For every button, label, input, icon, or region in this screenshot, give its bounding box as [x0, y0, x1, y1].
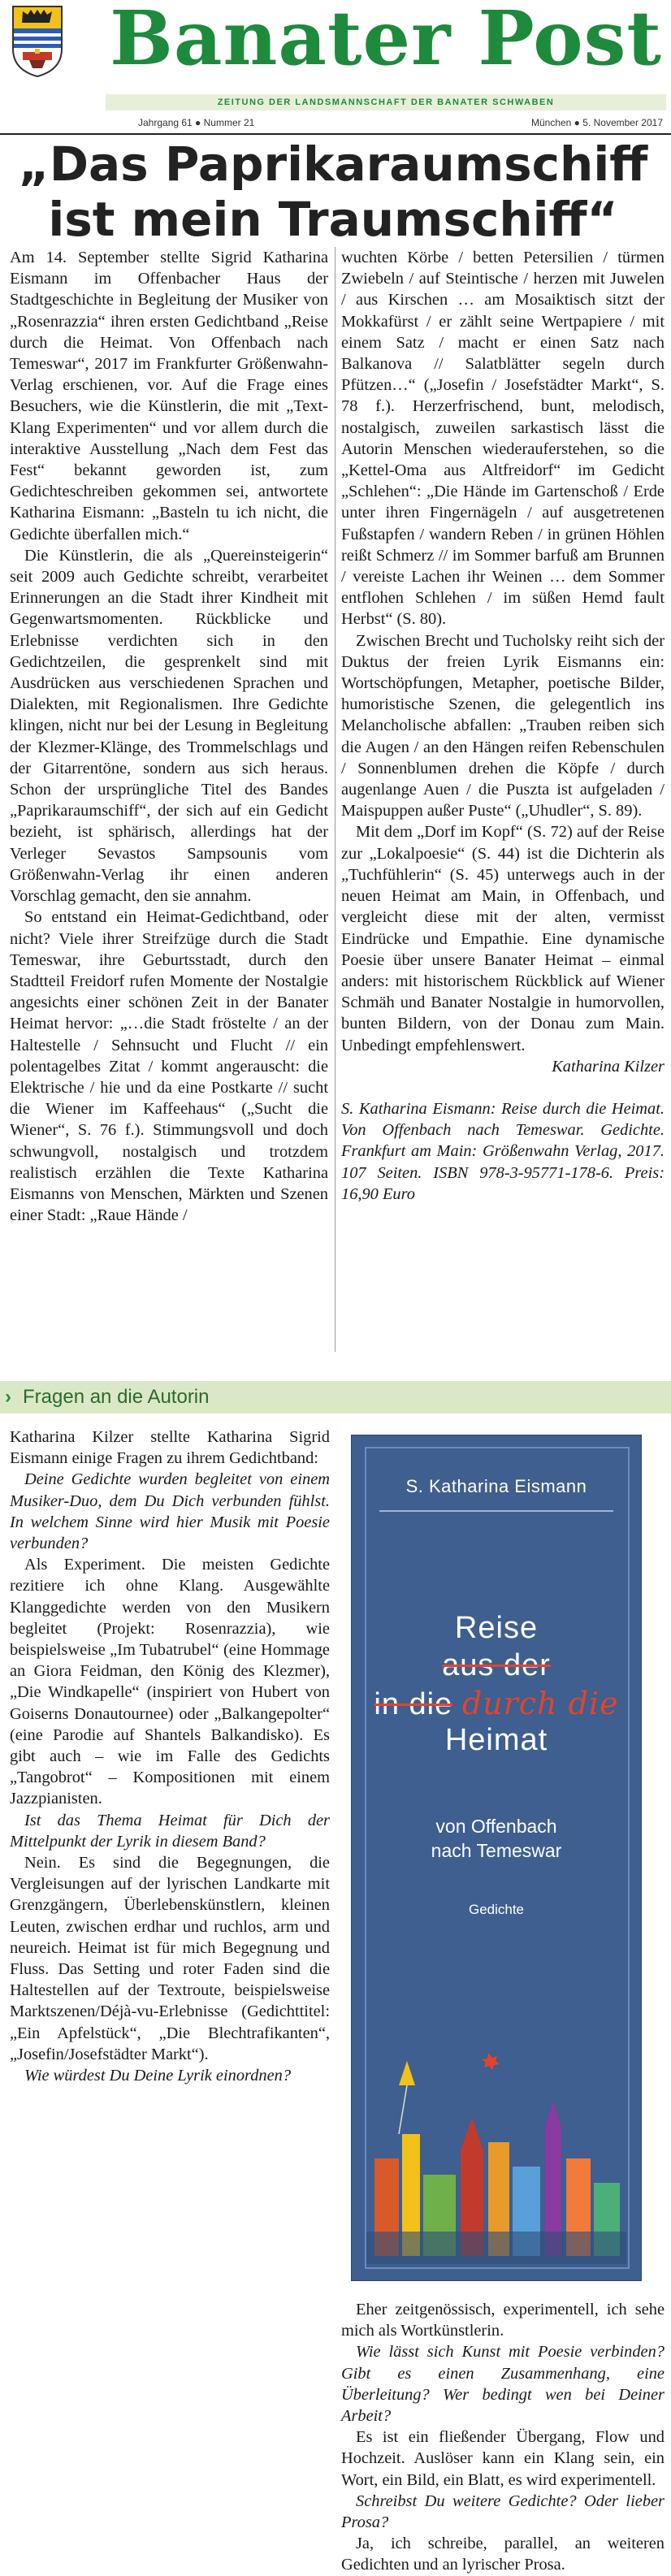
interview-question: Deine Gedichte wurden begleitet von einem Musiker-Duo, dem Du Dich verbunden fühlst. In welchem Sinne wird hier Musik mit Poesie verbunden? — [10, 1470, 330, 1553]
issue-line — [106, 114, 666, 132]
article-paragraph: Zwischen Brecht und Tucholsky reiht sich der Duktus der freien Lyrik Eismanns ein: Wortschöpfungen, Metapher, poetische Bilder, humoristische Szenen, die gelegentlich ins Melancholische abfallen: „Trauben reiben sich die Augen / an den Hängen reifen Rebenschulen / Sonnenblumen drehen die Köpfe / durch augenlange Auen / die Puszta ist aufgeladen / Maispuppen außer Puste“ („Uhudler“, S. 89). — [341, 631, 665, 820]
interview-column-right — [341, 2299, 665, 2576]
book-cover-subtitle: nach Temeswar — [431, 1840, 562, 1861]
book-cover-title-line: Heimat — [444, 1723, 548, 1757]
masthead — [0, 0, 671, 128]
interview-question: Ist das Thema Heimat für Dich der Mittelpunkt der Lyrik in diesem Band? — [10, 1811, 330, 1851]
masthead-divider — [0, 133, 671, 135]
issue-date: München ● 5. November 2017 — [530, 117, 663, 128]
city-collage-illustration — [366, 1996, 626, 2264]
interview-paragraph: Katharina Kilzer stellte Katharina Sigrid Eismann einige Fragen zu ihrem Gedichtband: — [10, 1428, 330, 1468]
article-paragraph: Mit dem „Dorf im Kopf“ (S. 72) auf der Reise zur „Lokalpoesie“ (S. 44) ist die Dichterin als „Tuchfühlerin“ (S. 45) unterwegs auch in der neuen Heimat am Main, in Offenbach, und vergleicht diese mit der alten, vermisst Eindrücke und Empathie. Eine dynamische Poesie über unsere Banater Heimat – einmal anders: mit historischem Rückblick auf Wiener Schmäh und Banater Nostalgie in humorvollen, bunten Bildern, von der Donau zum Main. Unbedingt empfehlenswert. — [341, 823, 665, 1054]
book-cover-subtitle: von Offenbach — [435, 1816, 557, 1837]
article-column-2 — [341, 247, 665, 1205]
section-header — [0, 1381, 671, 1414]
book-cover-title-line — [352, 1648, 641, 1683]
book-cover-genre: Gedichte — [468, 1902, 525, 1917]
book-cover-title-line: Reise — [454, 1611, 539, 1645]
article-column-1 — [10, 247, 328, 1226]
interview-question: Wie lässt sich Kunst mit Poesie verbinden? Gibt es einen Zusammenhang, eine Überleitung? Wer bedingt wen bei Deiner Arbeit? — [341, 2343, 665, 2426]
article-signature: Katharina Kilzer — [552, 1057, 665, 1076]
article-headline — [5, 136, 661, 247]
newspaper-title: Banater Post — [110, 0, 662, 82]
interview-paragraph: Eher zeitgenössisch, experimentell, ich sehe mich als Wortkünstlerin. — [341, 2301, 665, 2340]
section-title: Fragen an die Autorin — [23, 1386, 210, 1408]
article-paragraph: So entstand ein Heimat-Gedichtband, oder nicht? Viele ihrer Streifzüge durch die Stadt Temeswar, ihre Geburtsstadt, durch den Stadtteil Freidorf rufen Momente der Nostalgie angesichts einer schönen Zeit in der Banater Heimat hervor: „…die Stadt fröstelte / an der Haltestelle / Sehnsucht und Flucht // ein polentagelbes Zitat / kommt angerauscht: die Elektrische / hie und da eine Postkarte // sucht die Wiener im Kaffeehaus“ („Sucht die Wiener“, S. 76 f.). Stimmungsvoll und doch schwungvoll, nostalgisch und trotzdem realistisch erzählen die Texte Katharina Eismanns von Menschen, Märkten und Szenen einer Stadt: „Raue Hände / — [10, 908, 328, 1225]
interview-paragraph: Nein. Es sind die Begegnungen, die Vergleisungen auf der lyrischen Landkarte mit Grenzgängern, Überlebenskünstlern, kleinen Leuten, zwischen erdhar und ruchlos, arm und neureich. Heimat ist für mich Begegnung und Fluss. Das Setting und roter Faden sind die Haltestellen auf der Textroute, beispielsweise Marktszenen/Déjà-vu-Erlebnisse (Gedichttitel: „Ein Apfelstück“, „Die Blechtrafikanten“, „Josefin/Josefstädter Markt“). — [10, 1854, 330, 2063]
interview-question: Wie würdest Du Deine Lyrik einordnen? — [24, 2067, 292, 2085]
book-cover-image — [351, 1435, 642, 2281]
coat-of-arms-icon — [11, 3, 63, 78]
book-cover-struck-word: in die — [374, 1687, 453, 1721]
headline-line-2: ist mein Traumschiff“ — [48, 192, 618, 247]
column-divider — [335, 247, 336, 1352]
book-cover-author: S. Katharina Eismann — [405, 1476, 587, 1496]
article-paragraph: wuchten Körbe / betten Petersilien / türmen Zwiebeln / auf Steintische / herzen mit Juwelen / aus Kirschen … am Mosaiktisch sitzt der Mokkafürst / er zählt seine Wertpapiere / mit einem Satz / macht er einen Satz nach Balkanova // Salatblätter segeln durch Pfützen…“ („Josefin / Josefstädter Markt“, S. 78 f.). Herzerfrischend, bunt, melodisch, nostalgisch, zuweilen sarkastisch lässt die Autorin Menschen wiederauferstehen, so die „Kettel-Oma aus Altfreidorf“ im Gedicht „Schlehen“: „Die Hände im Gartenschoß / Erde unter ihren Fingernägeln / auf ausgetretenen Fußstapfen / wandern Reben / in grünen Höhlen reißt Schmerz // im Sommer barfuß am Brunnen / vereiste Lachen ihr Weinen … dem Sommer entflohen Schlehen / im süßen Hemd fault Herbst“ (S. 80). — [341, 249, 665, 629]
chevron-right-icon: › — [5, 1386, 11, 1408]
article-paragraph: Am 14. September stellte Sigrid Katharina Eismann im Offenbacher Haus der Stadtgeschichte in Begleitung der Musiker von „Rosenrazzia“ ihren ersten Gedichtband „Reise durch die Heimat. Von Offenbach nach Temeswar“, 2017 im Frankfurter Größenwahn-Verlag erschienen, vor. Auf die Frage eines Besuchers, wie die Künstlerin, die mit „Text-Klang Experimenten“ und vor allem durch die interaktive Ausstellung „Nach dem Fest das Fest“ bekannt geworden ist, zum Gedichteschreiben gekommen sei, antwortete Katharina Eismann: „Basteln tu ich nicht, die Gedichte überfallen mich.“ — [10, 249, 328, 543]
book-info: S. Katharina Eismann: Reise durch die Heimat. Von Offenbach nach Temeswar. Gedichte. Frankfurt am Main: Größenwahn Verlag, 2017. 107 Seiten. ISBN 978-3-95771-178-6. Preis: 16,90 Euro — [341, 1099, 665, 1203]
interview-paragraph: Es ist ein fließender Übergang, Flow und Hochzeit. Auslöser kann ein Klang sein, ein Wort, ein Bild, ein Blatt, es wird experimentell. — [341, 2428, 665, 2489]
book-cover-handwritten-word: durch die — [461, 1686, 619, 1721]
interview-paragraph: Als Experiment. Die meisten Gedichte rezitiere ich ohne Klang. Ausgewählte Klanggedichte werden von den Musikern begleitet (Projekt: Rosenrazzia), wie beispielsweise „Im Tubatrubel“ (eine Hommage an Giora Feidman, den König des Klezmer), „Die Windkapelle“ (inspiriert von Hubert von Goiserns Donautournee) oder „Balkangepolter“ (eine Parodie auf Shantels Balkandisko). Es gibt auch – wie im Falle des Gedichts „Tangobrot“ – Kompositionen mit einem Jazzpianisten. — [10, 1556, 330, 1808]
article-paragraph: Die Künstlerin, die als „Quereinsteigerin“ seit 2009 auch Gedichte schreibt, verarbeitet Erinnerungen an die Stadt ihrer Kindheit mit Gegenwartsmomenten. Rückblicke und Erlebnisse verdichten sich in den Gedichtzeilen, die gesprenkelt sind mit Ausdrücken aus verschiedenen Sprachen und Dialekten, mit Regionalismen. Ihre Gedichte klingen, nicht nur bei der Lesung in Begleitung der Klezmer-Klänge, des Trommelschlags und der Gitarrentöne, sondern aus sich heraus. Schon der ursprüngliche Titel des Bandes „Paprikaraumschiff“, der sich auf ein Gedicht bezieht, ist sphärisch, allerdings hat der Verleger Sevastos Sampsounis vom Größenwahn-Verlag ihr einen anderen Vorschlag gemacht, den sie annahm. — [10, 546, 328, 906]
book-cover-struck-word: aus der — [442, 1648, 551, 1682]
book-cover-rule — [379, 1510, 613, 1512]
interview-column-left — [10, 1427, 330, 2086]
interview-paragraph: Ja, ich schreibe, parallel, an weiteren Gedichten und an lyrischer Prosa. — [341, 2535, 665, 2574]
book-cover-title-line — [352, 1686, 641, 1722]
issue-number: Jahrgang 61 ● Nummer 21 — [138, 117, 255, 128]
interview-question: Schreibst Du weitere Gedichte? Oder lieber Prosa? — [341, 2492, 665, 2532]
headline-line-1: „Das Paprikaraumschiff — [18, 136, 648, 192]
newspaper-tagline: ZEITUNG DER LANDSMANNSCHAFT DER BANATER SCHWABEN — [106, 94, 666, 110]
